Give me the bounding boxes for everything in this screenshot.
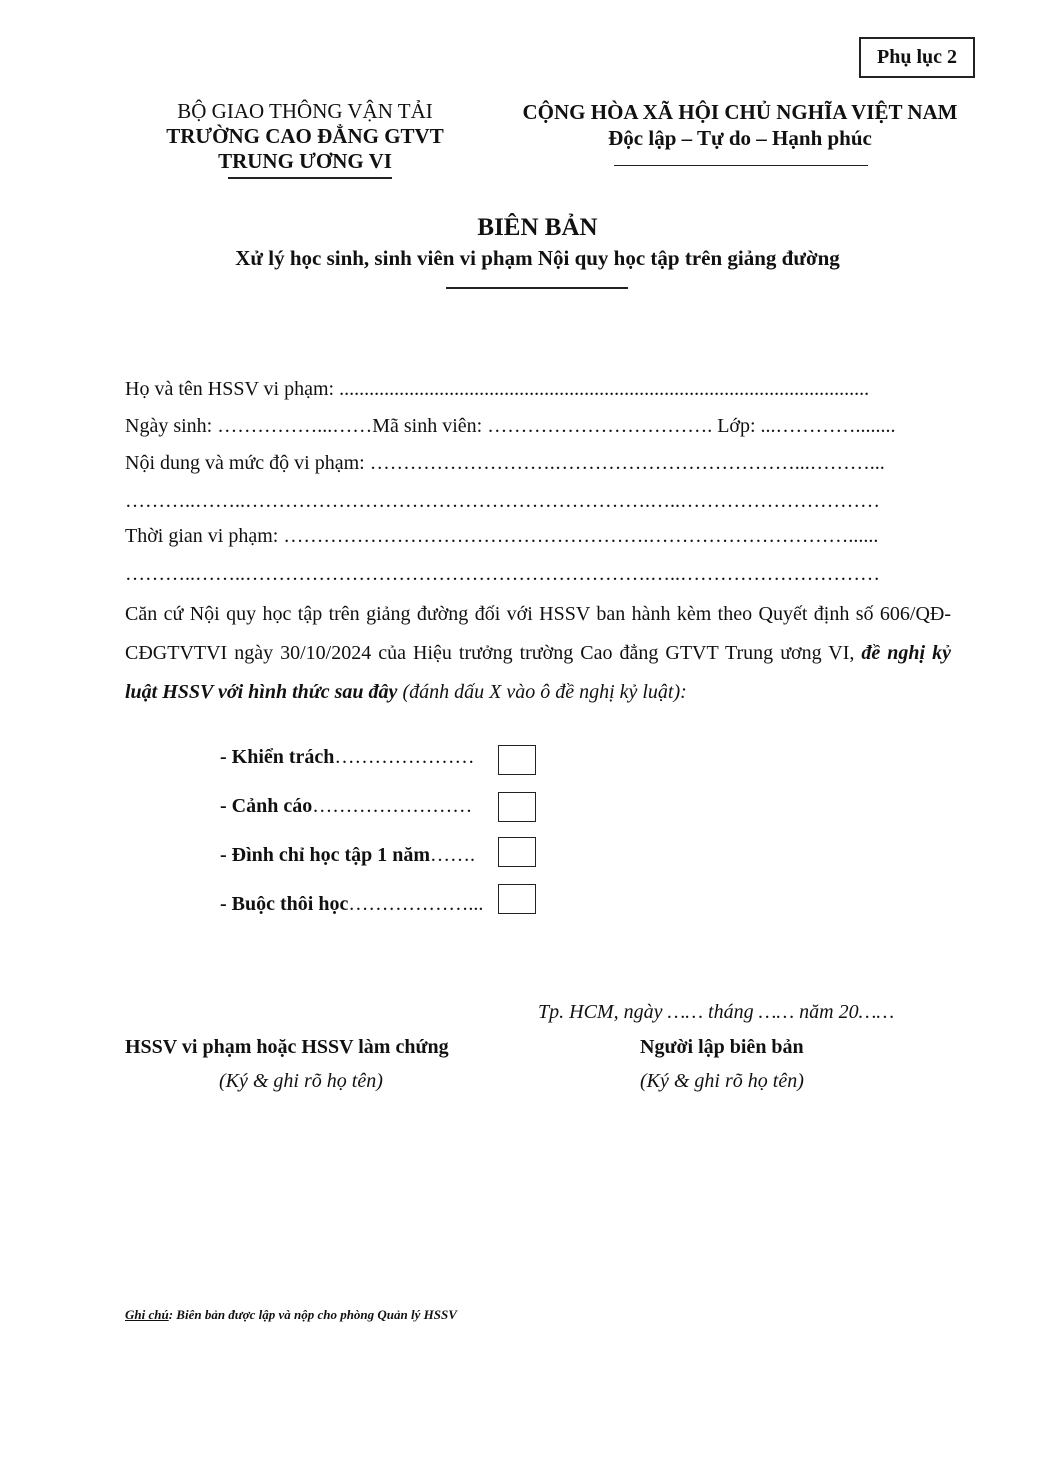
- place-date-line[interactable]: Tp. HCM, ngày …… tháng …… năm 20……: [538, 1001, 895, 1023]
- dob-id-class-field[interactable]: Ngày sinh: ……………...……Mã sinh viên: ……………………………. Lớp: ...…………........: [125, 415, 896, 437]
- national-motto: [500, 99, 980, 151]
- violation-time-cont-field[interactable]: ………..……..…………………………………………………….…..…………………………: [125, 563, 880, 585]
- option-suspension-checkbox[interactable]: [498, 837, 536, 867]
- option-suspension-label: [220, 844, 475, 867]
- option-dots: ……………………: [312, 795, 473, 817]
- footnote: [125, 1307, 457, 1323]
- option-dots: …………………: [334, 746, 475, 768]
- violation-content-field[interactable]: Nội dung và mức độ vi phạm: ……………………….………………………………...………...: [125, 452, 885, 474]
- violation-time-field[interactable]: Thời gian vi phạm: ……………………………………………….…………………………......: [125, 525, 879, 547]
- option-reprimand-checkbox[interactable]: [498, 745, 536, 775]
- issuing-agency: [150, 99, 460, 174]
- option-name: - Cảnh cáo: [220, 795, 313, 817]
- option-dots: …….: [430, 844, 476, 866]
- option-dots: ………………...: [348, 893, 484, 915]
- option-expulsion-checkbox[interactable]: [498, 884, 536, 914]
- option-reprimand-label: [220, 746, 474, 769]
- option-warning-label: [220, 795, 472, 818]
- footnote-text: : Biên bản được lập và nộp cho phòng Quản lý HSSV: [168, 1307, 457, 1322]
- option-name: - Đình chỉ học tập 1 năm: [220, 844, 431, 866]
- student-signature-note: (Ký & ghi rõ họ tên): [219, 1070, 383, 1092]
- title-underline: [446, 287, 628, 289]
- school-name: TRƯỜNG CAO ĐẲNG GTVT: [166, 124, 444, 148]
- appendix-label: Phụ lục 2: [859, 37, 975, 78]
- option-name: - Khiển trách: [220, 746, 335, 768]
- document-subtitle: Xử lý học sinh, sinh viên vi phạm Nội quy học tập trên giảng đường: [235, 246, 840, 270]
- motto-underline: [614, 165, 868, 166]
- document-title: BIÊN BẢN: [477, 214, 598, 241]
- option-expulsion-label: [220, 893, 483, 916]
- ministry-name: BỘ GIAO THÔNG VẬN TẢI: [177, 99, 433, 123]
- school-name-cont: TRUNG ƯƠNG VI: [218, 149, 392, 173]
- student-name-field[interactable]: Họ và tên HSSV vi phạm: ..........................................................................................................: [125, 378, 870, 400]
- violation-content-cont-field[interactable]: ………..……..…………………………………………………….…..…………………………: [125, 490, 880, 512]
- footnote-label: Ghi chú: [125, 1307, 169, 1322]
- basis-paragraph: [125, 595, 951, 712]
- student-signature-title: HSSV vi phạm hoặc HSSV làm chứng: [125, 1036, 449, 1058]
- option-name: - Buộc thôi học: [220, 893, 349, 915]
- motto: Độc lập – Tự do – Hạnh phúc: [608, 126, 872, 150]
- basis-instruction: (đánh dấu X vào ô đề nghị kỷ luật):: [397, 681, 687, 703]
- recorder-signature-title: Người lập biên bản: [640, 1036, 804, 1058]
- basis-text: Căn cứ Nội quy học tập trên giảng đường đối với HSSV ban hành kèm theo Quyết định số 606/QĐ-CĐGTVTVI ngày 30/10/2024 của Hiệu trưởng trường Cao đẳng GTVT Trung ương VI,: [125, 603, 951, 664]
- agency-underline: [228, 177, 392, 179]
- country-name: CỘNG HÒA XÃ HỘI CHỦ NGHĨA VIỆT NAM: [522, 100, 958, 124]
- option-warning-checkbox[interactable]: [498, 792, 536, 822]
- recorder-signature-note: (Ký & ghi rõ họ tên): [640, 1070, 804, 1092]
- basis-emphasis: đề nghị kỷ luật HSSV với hình thức sau đây: [125, 642, 951, 703]
